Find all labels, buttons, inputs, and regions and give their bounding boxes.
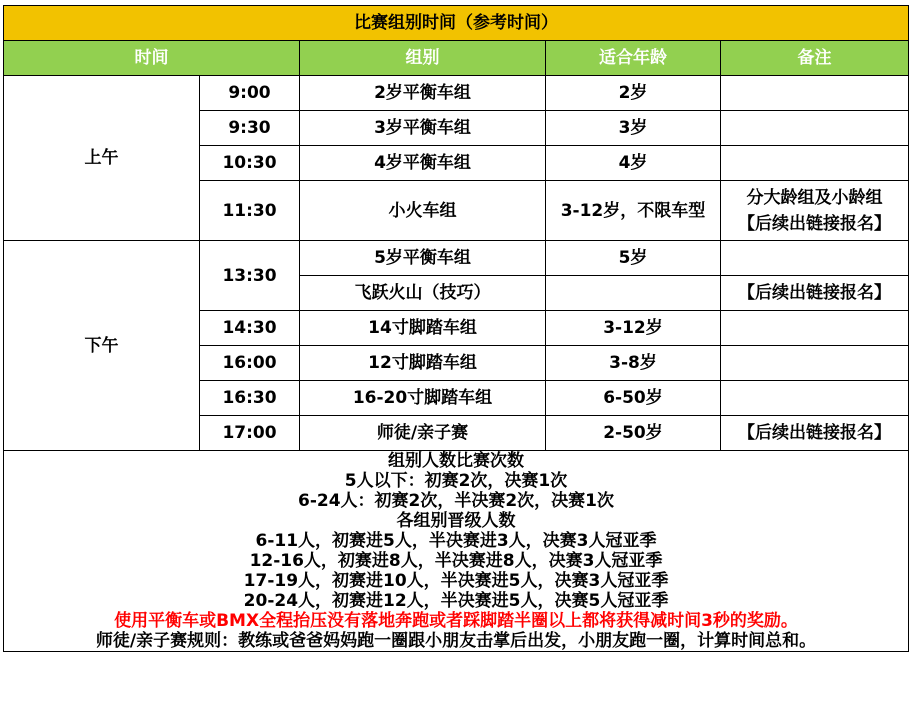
row-time: 17:00	[200, 416, 300, 451]
row-remark	[721, 146, 909, 181]
notes-cell	[4, 451, 909, 652]
row-group: 3岁平衡车组	[300, 111, 546, 146]
notes-line: 17-19人，初赛进10人，半决赛进5人，决赛3人冠亚季	[243, 571, 669, 591]
table-row	[4, 76, 909, 111]
row-group: 12寸脚踏车组	[300, 346, 546, 381]
row-time: 14:30	[200, 311, 300, 346]
header-row	[4, 41, 909, 76]
row-remark	[721, 76, 909, 111]
relay-rule-text: 师徒/亲子赛规则：教练或爸爸妈妈跑一圈跟小朋友击掌后出发，小朋友跑一圈，计算时间总和。	[95, 631, 817, 651]
row-group: 师徒/亲子赛	[300, 416, 546, 451]
row-time: 16:30	[200, 381, 300, 416]
row-remark	[721, 311, 909, 346]
row-age: 2-50岁	[546, 416, 721, 451]
row-age: 3-8岁	[546, 346, 721, 381]
row-remark	[721, 111, 909, 146]
header-group: 组别	[300, 41, 546, 76]
row-time: 10:30	[200, 146, 300, 181]
row-age: 5岁	[546, 241, 721, 276]
period-morning: 上午	[4, 76, 200, 241]
notes-line: 6-24人：初赛2次，半决赛2次，决赛1次	[297, 491, 615, 511]
notes-line: 5人以下：初赛2次，决赛1次	[344, 471, 568, 491]
row-age: 3-12岁，不限车型	[546, 181, 721, 241]
row-age: 2岁	[546, 76, 721, 111]
row-age	[546, 276, 721, 311]
row-time: 16:00	[200, 346, 300, 381]
header-age: 适合年龄	[546, 41, 721, 76]
row-age: 6-50岁	[546, 381, 721, 416]
row-remark: 【后续出链接报名】	[721, 416, 909, 451]
row-group: 2岁平衡车组	[300, 76, 546, 111]
row-remark	[721, 241, 909, 276]
schedule-table	[3, 5, 909, 652]
row-group: 飞跃火山（技巧）	[300, 276, 546, 311]
table-row	[4, 241, 909, 276]
row-group: 16-20寸脚踏车组	[300, 381, 546, 416]
row-time: 13:30	[200, 241, 300, 311]
notes-line: 20-24人，初赛进12人，半决赛进5人，决赛5人冠亚季	[243, 591, 669, 611]
remark-line-2: 【后续出链接报名】	[738, 213, 891, 234]
period-afternoon: 下午	[4, 241, 200, 451]
notes-row	[4, 451, 909, 652]
table-title: 比赛组别时间（参考时间）	[4, 6, 909, 41]
row-remark	[721, 181, 909, 241]
row-remark	[721, 346, 909, 381]
bonus-rule-text: 使用平衡车或BMX全程抬压没有落地奔跑或者踩脚踏半圈以上都将获得减时间3秒的奖励。	[114, 611, 798, 631]
title-row	[4, 6, 909, 41]
row-age: 3岁	[546, 111, 721, 146]
notes-line: 组别人数比赛次数	[388, 451, 524, 471]
row-remark	[721, 381, 909, 416]
row-group: 4岁平衡车组	[300, 146, 546, 181]
header-remark: 备注	[721, 41, 909, 76]
remark-line-1: 分大龄组及小龄组	[746, 187, 883, 208]
row-group: 5岁平衡车组	[300, 241, 546, 276]
row-age: 3-12岁	[546, 311, 721, 346]
row-group: 小火车组	[300, 181, 546, 241]
notes-line: 12-16人，初赛进8人，半决赛进8人，决赛3人冠亚季	[249, 551, 663, 571]
row-age: 4岁	[546, 146, 721, 181]
row-group: 14寸脚踏车组	[300, 311, 546, 346]
row-remark: 【后续出链接报名】	[721, 276, 909, 311]
row-time: 11:30	[200, 181, 300, 241]
header-time: 时间	[4, 41, 300, 76]
notes-line: 各组别晋级人数	[396, 511, 516, 531]
row-time: 9:00	[200, 76, 300, 111]
notes-line: 6-11人，初赛进5人，半决赛进3人，决赛3人冠亚季	[255, 531, 657, 551]
row-time: 9:30	[200, 111, 300, 146]
